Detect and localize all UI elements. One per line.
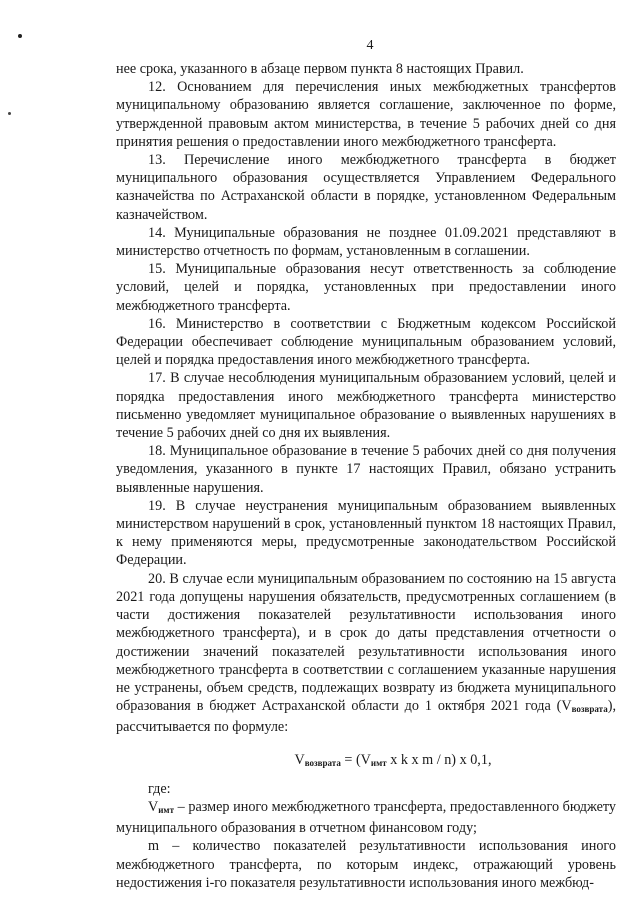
formula-rest: x k x m / n) x 0,1, xyxy=(386,751,492,768)
paragraph-18: 18. Муниципальное образование в течение 5 рабочих дней со дня получения уведомления, указанного в пункте 17 настоящих Правил, обязано устранить выявленные нарушения. xyxy=(116,443,616,496)
paragraph-13: 13. Перечисление иного межбюджетного трансферта в бюджет муниципального образования осуществляется Управлением Федерального казначейства по Астраханской области в порядке, установленном Федеральным казначейством. xyxy=(116,152,616,223)
formula-eq: = (V xyxy=(340,751,371,768)
def-v-imt-text: – размер иного межбюджетного трансферта, предоставленного бюджету муниципального образования в отчетном финансовом году; xyxy=(116,798,616,837)
definition-m: m – количество показателей результативности использования иного межбюджетного трансферта, по которым индекс, отражающий уровень недостижения i-го показателя результативности использования иного межбюд- xyxy=(116,838,616,891)
formula-sub-imt: имт xyxy=(370,757,387,768)
subscript-vozvrata: возврата xyxy=(571,704,608,715)
paragraph-20-text: 20. В случае если муниципальным образованием по состоянию на 15 августа 2021 года допущены нарушения обязательств, предусмотренных соглашением (в части достижения показателей результативности использования иного межбюджетного трансферта), и в срок до даты представления отчетности о достижении значений показателей результативности использования иного межбюджетного трансферта в соответствии с соглашением указанные нарушения не устранены, объем средств, подлежащих возврату из бюджета муниципального образования в бюджет Астраханской области до 1 октября 2021 года (V xyxy=(116,570,616,715)
def-v: V xyxy=(148,798,159,815)
paragraph-20 xyxy=(116,570,616,737)
return-formula xyxy=(170,751,616,772)
document-body xyxy=(116,60,616,892)
paragraph-16: 16. Министерство в соответствии с Бюджетным кодексом Российской Федерации обеспечивает соблюдение муниципальным образованием условий, целей и порядка предоставления иного межбюджетного трансферта. xyxy=(116,315,616,369)
formula-sub-vozvrata: возврата xyxy=(304,757,341,768)
definition-v-imt xyxy=(116,798,616,837)
paragraph-20-end: ), рассчитывается по формуле: xyxy=(116,698,616,736)
paragraph-12: 12. Основанием для перечисления иных межбюджетных трансфертов муниципальному образованию является соглашение, заключенное по форме, утвержденной правовым актом министерства, в течение 5 рабочих дней со дня принятия решения о предоставлении иного межбюджетного трансферта. xyxy=(116,79,616,150)
paragraph-17: 17. В случае несоблюдения муниципальным образованием условий, целей и порядка предоставления иного межбюджетного трансферта министерство письменно уведомляет муниципальное образование о выявленных нарушениях в течение 5 рабочих дней со дня их выявления. xyxy=(116,370,616,442)
paragraph-15: 15. Муниципальные образования несут ответственность за соблюдение условий, целей и порядка, установленных при предоставлении иного межбюджетного трансферта. xyxy=(116,261,616,314)
scan-speck xyxy=(8,112,11,115)
paragraph-19: 19. В случае неустранения муниципальным образованием выявленных министерством нарушений в срок, установленный пунктом 18 настоящих Правил, к нему применяются меры, предусмотренные законодательством Российской Федерации. xyxy=(116,497,616,569)
def-sub-imt: имт xyxy=(158,804,174,815)
page-number: 4 xyxy=(366,38,374,53)
formula-v: V xyxy=(294,751,305,768)
where-label: где: xyxy=(148,780,171,797)
paragraph-14: 14. Муниципальные образования не позднее 01.09.2021 представляют в министерство отчетность по формам, установленным в соглашении. xyxy=(116,224,616,260)
paragraph-continuation: нее срока, указанного в абзаце первом пункта 8 настоящих Правил. xyxy=(116,61,524,77)
